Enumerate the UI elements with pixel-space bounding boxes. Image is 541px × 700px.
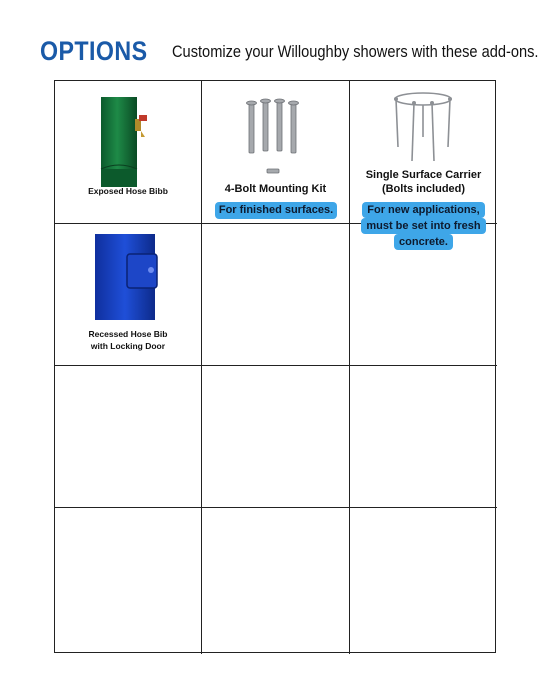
- empty-cell: [202, 508, 350, 654]
- page-subtitle: Customize your Willoughby showers with these add-ons.: [172, 42, 539, 61]
- empty-cell: [350, 366, 497, 508]
- option-exposed-hose-bibb: [55, 81, 202, 224]
- option-caption-line1: Single Surface Carrier: [365, 169, 482, 181]
- option-note-line: must be set into fresh: [361, 218, 485, 234]
- option-note-badge: For finished surfaces.: [215, 202, 337, 219]
- empty-cell: [55, 366, 202, 508]
- empty-cell: [55, 508, 202, 654]
- empty-cell: [350, 508, 497, 654]
- option-caption: Exposed Hose Bibb: [88, 186, 168, 196]
- option-single-surface-carrier: [350, 81, 497, 248]
- empty-cell: [202, 224, 350, 366]
- option-caption-line2: with Locking Door: [90, 341, 166, 351]
- option-recessed-hose-bib: [55, 224, 202, 366]
- page-title: OPTIONS: [40, 36, 148, 66]
- options-grid: [54, 80, 496, 653]
- option-caption-line2: (Bolts included): [381, 183, 466, 195]
- surface-carrier-ring-icon: [388, 89, 458, 169]
- blue-post-locking-door-icon: [93, 234, 163, 320]
- empty-cell: [350, 224, 497, 366]
- empty-cell: [202, 366, 350, 508]
- mounting-bolts-icon: [241, 97, 311, 177]
- option-note-line: For new applications,: [362, 202, 484, 218]
- green-shower-post-icon: [97, 97, 157, 187]
- option-caption-line1: Recessed Hose Bib: [88, 329, 168, 339]
- option-note-line: concrete.: [394, 234, 453, 250]
- option-caption: 4-Bolt Mounting Kit: [224, 183, 327, 195]
- page-header: [0, 0, 541, 80]
- option-4-bolt-mounting-kit: [202, 81, 350, 224]
